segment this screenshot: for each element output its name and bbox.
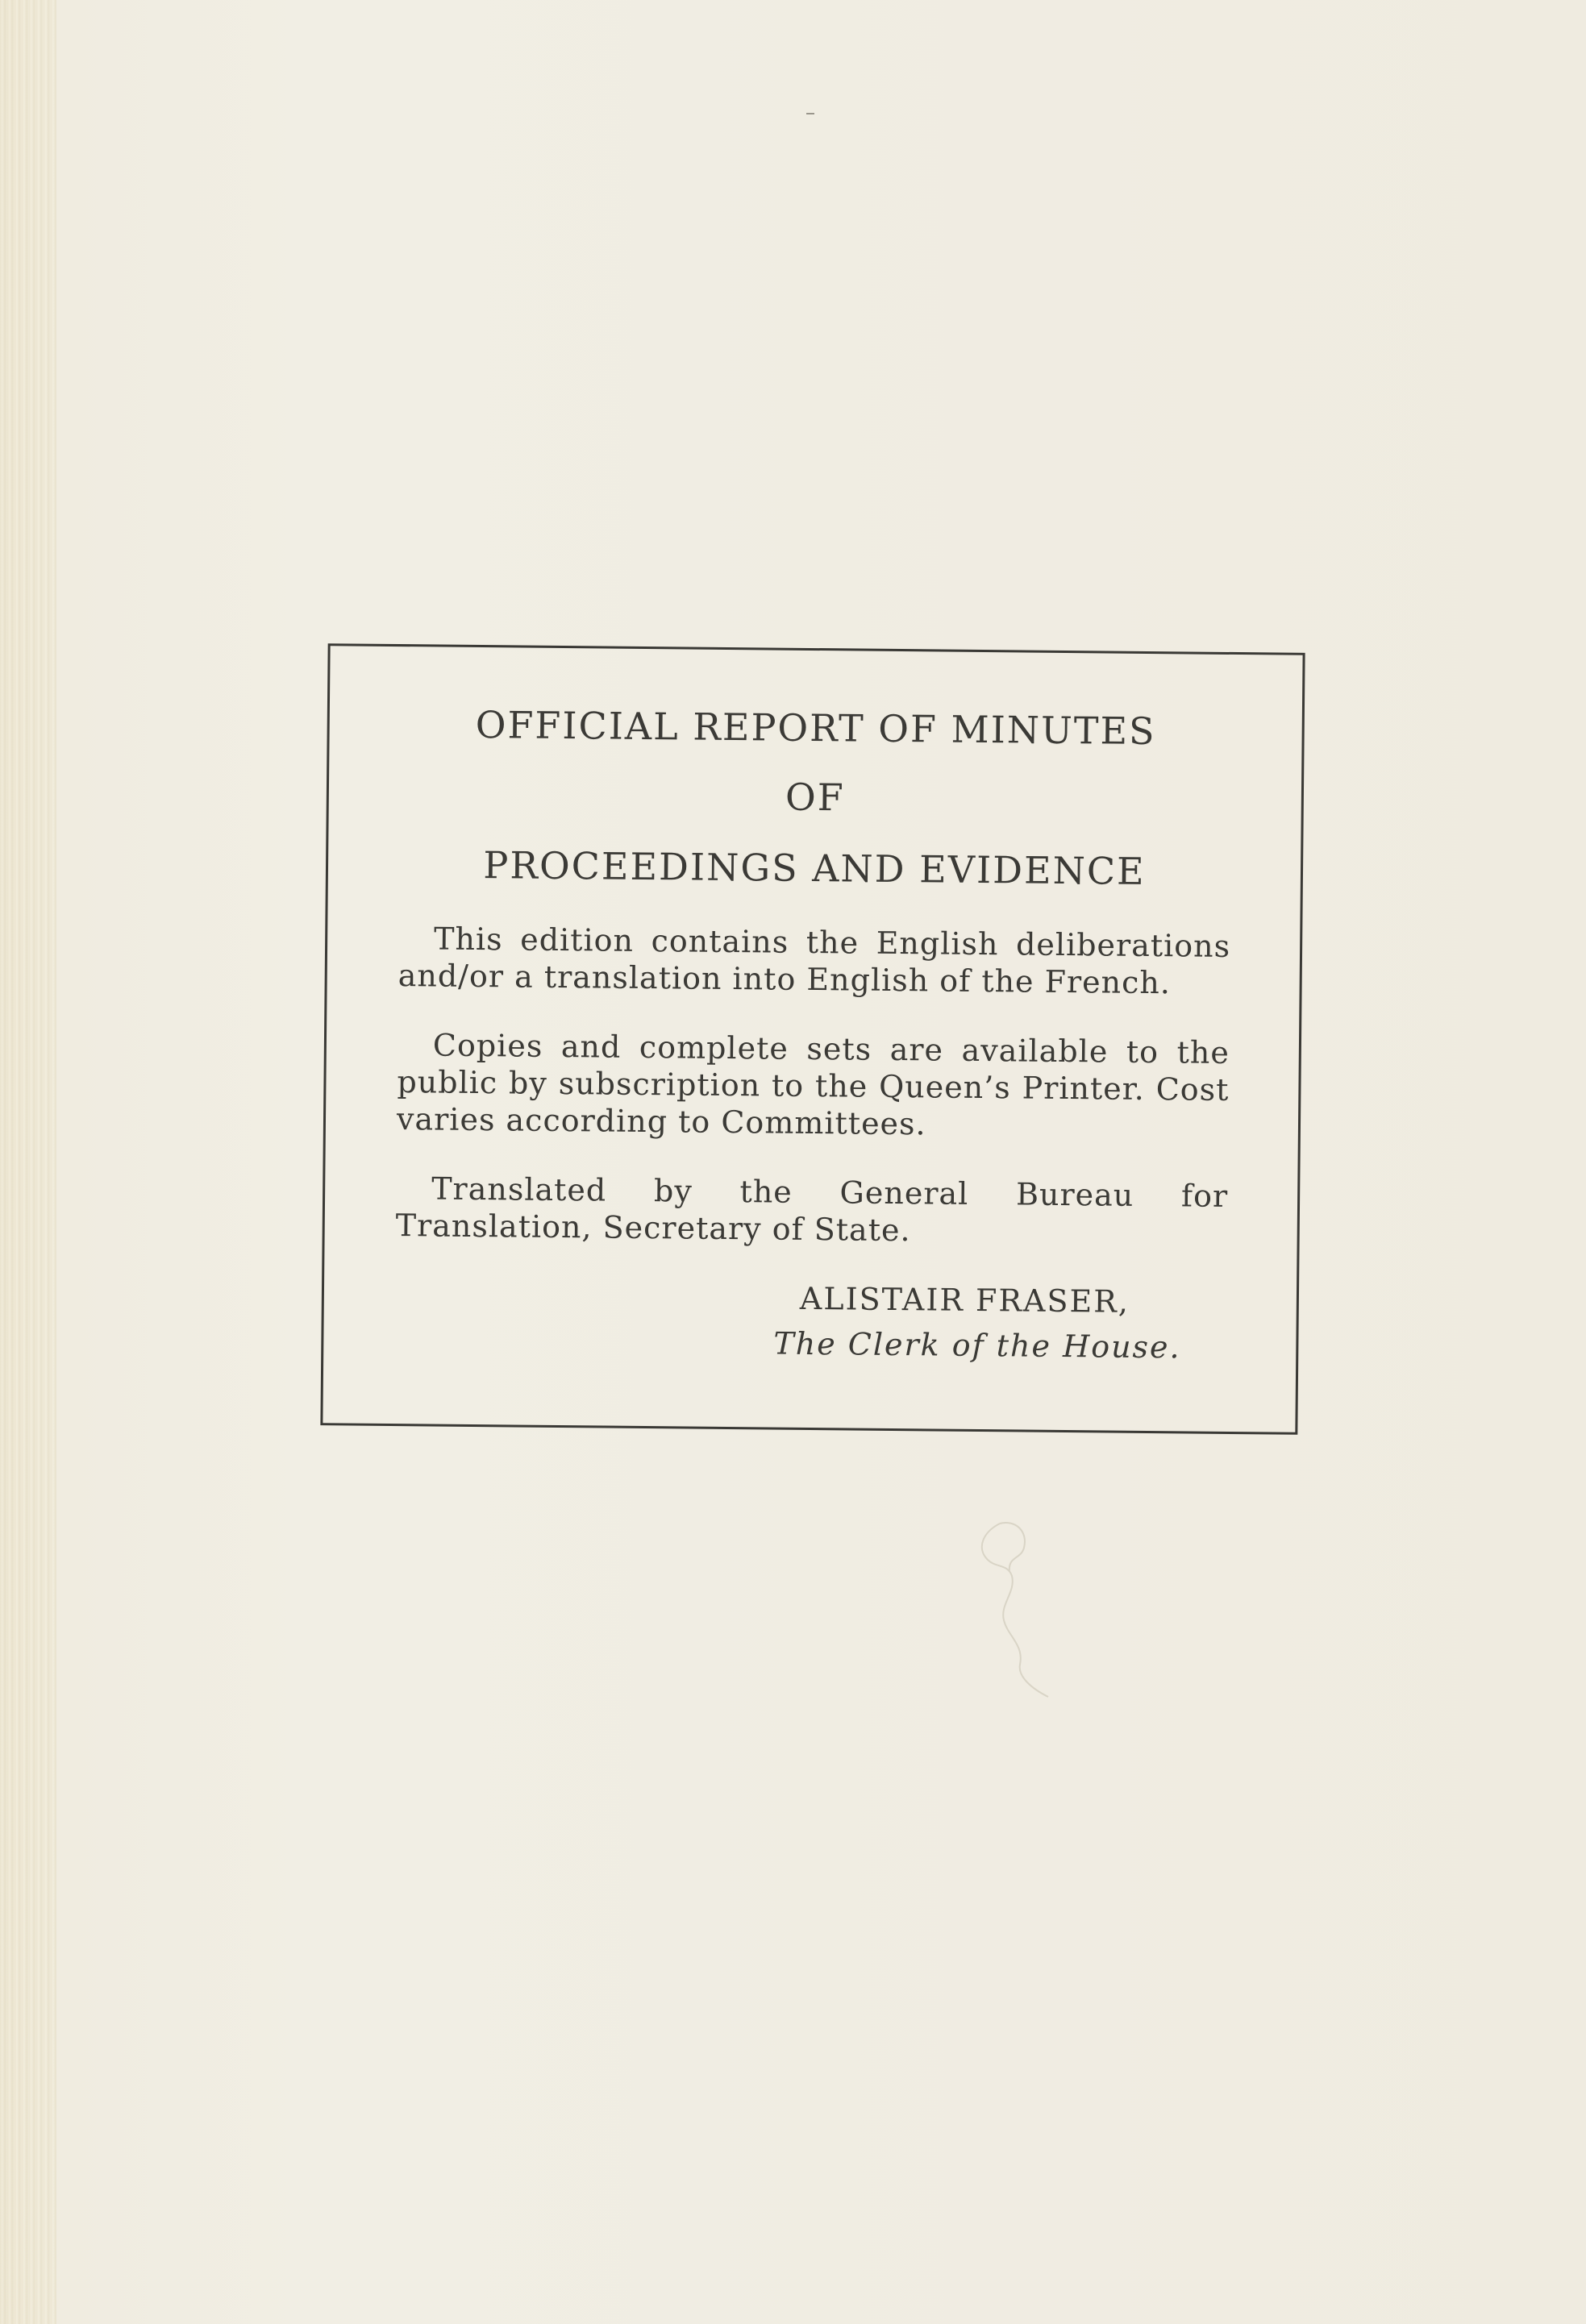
edition-paragraph bbox=[398, 920, 1231, 1002]
notice-box bbox=[320, 643, 1305, 1435]
notice-title-line-1: OFFICIAL REPORT OF MINUTES bbox=[475, 702, 1156, 754]
notice-title-line-3: PROCEEDINGS AND EVIDENCE bbox=[483, 843, 1146, 893]
paper-speck bbox=[806, 113, 814, 114]
signatory-name: ALISTAIR FRASER, bbox=[799, 1280, 1130, 1320]
subscription-paragraph-text: Copies and complete sets are available to the public by subscription to the Queen’s Printer. Cost varies according to Committees. bbox=[396, 1027, 1230, 1142]
page-stack-edge bbox=[0, 0, 56, 2324]
subscription-paragraph bbox=[397, 1026, 1230, 1145]
signatory-title: The Clerk of the House. bbox=[773, 1325, 1181, 1366]
edition-paragraph-text: This edition contains the English deliberations and/or a translation into English of the French. bbox=[398, 921, 1231, 1001]
translation-paragraph bbox=[396, 1170, 1229, 1252]
paper-fiber-mark bbox=[951, 1515, 1064, 1701]
translation-paragraph-text: Translated by the General Bureau for Translation, Secretary of State. bbox=[395, 1170, 1229, 1249]
notice-title-line-2: OF bbox=[785, 775, 845, 820]
